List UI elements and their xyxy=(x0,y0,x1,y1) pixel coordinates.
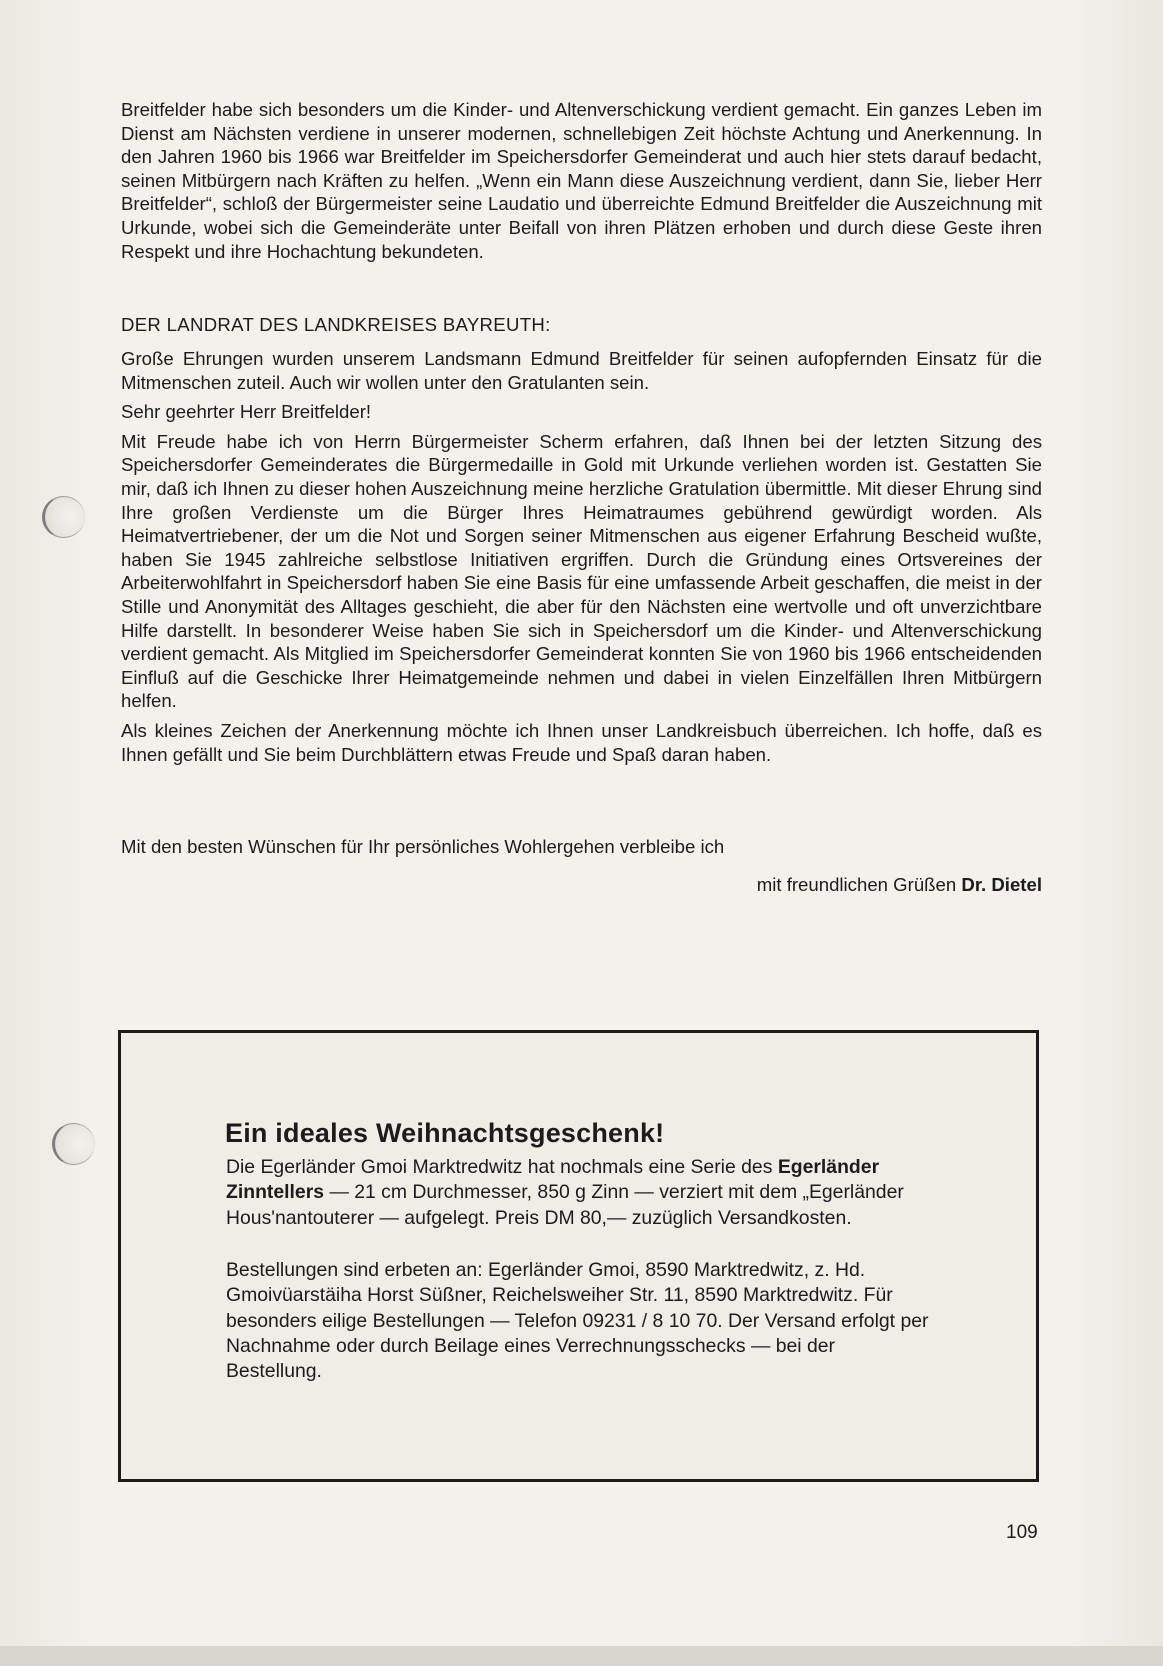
page-edge xyxy=(0,1646,1163,1666)
advertisement-title: Ein ideales Weihnachtsgeschenk! xyxy=(225,1118,665,1148)
letter-paragraph-1: Große Ehrungen wurden unserem Landsmann Edmund Breitfelder für seinen aufopfernden Einsatz für die Mitmenschen zuteil. Auch wir wollen unter den Gratulanten sein. xyxy=(121,348,1042,393)
signoff-text: mit freundlichen Grüßen xyxy=(756,874,957,895)
ad-p1-after: — 21 cm Durchmesser, 850 g Zinn — verziert mit dem „Egerländer Hous'nantouterer — aufgelegt. Preis DM 80,— zuzüglich Versandkosten. xyxy=(226,1181,904,1229)
signoff-name: Dr. Dietel xyxy=(961,874,1042,895)
intro-paragraph xyxy=(121,98,1042,263)
advertisement-paragraph-2: Bestellungen sind erbeten an: Egerländer Gmoi, 8590 Marktredwitz, z. Hd. Gmoivüarstäiha Horst Süßner, Reichelsweiher Str. 11, 8590 Marktredwitz. Für besonders eilige Bestellungen — Telefon 09231 / 8 10 70. Der Versand erfolgt per Nachnahme oder durch Beilage eines Verrechnungsschecks — bei der Bestellung. xyxy=(226,1259,929,1383)
punch-hole xyxy=(52,1123,95,1165)
letter-paragraph-2: Mit Freude habe ich von Herrn Bürgermeister Scherm erfahren, daß Ihnen bei der letzten Sitzung des Speichersdorfer Gemeinderates die Bürgermedaille in Gold mit Urkunde verliehen worden ist. Gestatten Sie mir, daß ich Ihnen zu dieser hohen Auszeichnung meine herzliche Gratulation übermittle. Mit dieser Ehrung sind Ihre großen Verdienste um die Bürger Ihres Heimatraumes gebührend gewürdigt worden. Als Heimatvertriebener, der um die Not und Sorgen seiner Mitmenschen aus eigener Erfahrung Bescheid wußte, haben Sie 1945 zahlreiche selbstlose Initiativen ergriffen. Durch die Gründung eines Ortsvereines der Arbeiterwohlfahrt in Speichersdorf haben Sie eine Basis für eine umfassende Arbeit geschaffen, die meist in der Stille und Anonymität des Alltages geschieht, die aber für den Nächsten eine wertvolle und oft unverzichtbare Hilfe darstellt. In besonderer Weise haben Sie sich in Speichersdorf um die Kinder- und Altenverschickung verdient gemacht. Als Mitglied im Speichersdorfer Gemeinderat konnten Sie von 1960 bis 1966 entscheidenden Einfluß auf die Geschicke Ihrer Heimatgemeinde nehmen und dabei in vielen Einzelfällen Ihren Mitbürgern helfen. xyxy=(121,430,1042,712)
punch-hole xyxy=(42,496,85,538)
ad-p1-before: Die Egerländer Gmoi Marktredwitz hat nochmals eine Serie des xyxy=(226,1156,778,1178)
section-heading: DER LANDRAT DES LANDKREISES BAYREUTH: xyxy=(121,314,551,335)
letter-signoff xyxy=(757,874,1042,896)
letter-salutation: Sehr geehrter Herr Breitfelder! xyxy=(121,401,372,423)
intro-text: Breitfelder habe sich besonders um die Kinder- und Altenverschickung verdient gemacht. Ein ganzes Leben im Dienst am Nächsten verdiene in unserer modernen, schnellebigen Zeit höchste Achtung und Anerkennung. In den Jahren 1960 bis 1966 war Breitfelder im Speichersdorfer Gemeinderat und auch hier stets darauf bedacht, seinen Mitbürgern nach Kräften zu helfen. „Wenn ein Mann diese Auszeichnung verdient, dann Sie, lieber Herr Breitfelder“, schloß der Bürgermeister seine Laudatio und überreichte Edmund Breitfelder die Auszeichnung mit Urkunde, wobei sich die Gemeinderäte unter Beifall von ihren Plätzen erhoben und durch diese Geste ihren Respekt und ihre Hochachtung bekundeten. xyxy=(121,99,1042,262)
page-number: 109 xyxy=(1006,1522,1038,1543)
letter-body xyxy=(121,347,1042,766)
advertisement-paragraph-1 xyxy=(226,1155,932,1231)
ad-p1-bold: Egerländer Zinntellers xyxy=(226,1156,880,1204)
letter-paragraph-3: Als kleines Zeichen der Anerkennung möchte ich Ihnen unser Landkreisbuch überreichen. Ich hoffe, daß es Ihnen gefällt und Sie beim Durchblättern etwas Freude und Spaß daran haben. xyxy=(121,719,1042,765)
advertisement-box xyxy=(118,1030,1039,1482)
letter-closing: Mit den besten Wünschen für Ihr persönliches Wohlergehen verbleibe ich xyxy=(121,836,725,857)
